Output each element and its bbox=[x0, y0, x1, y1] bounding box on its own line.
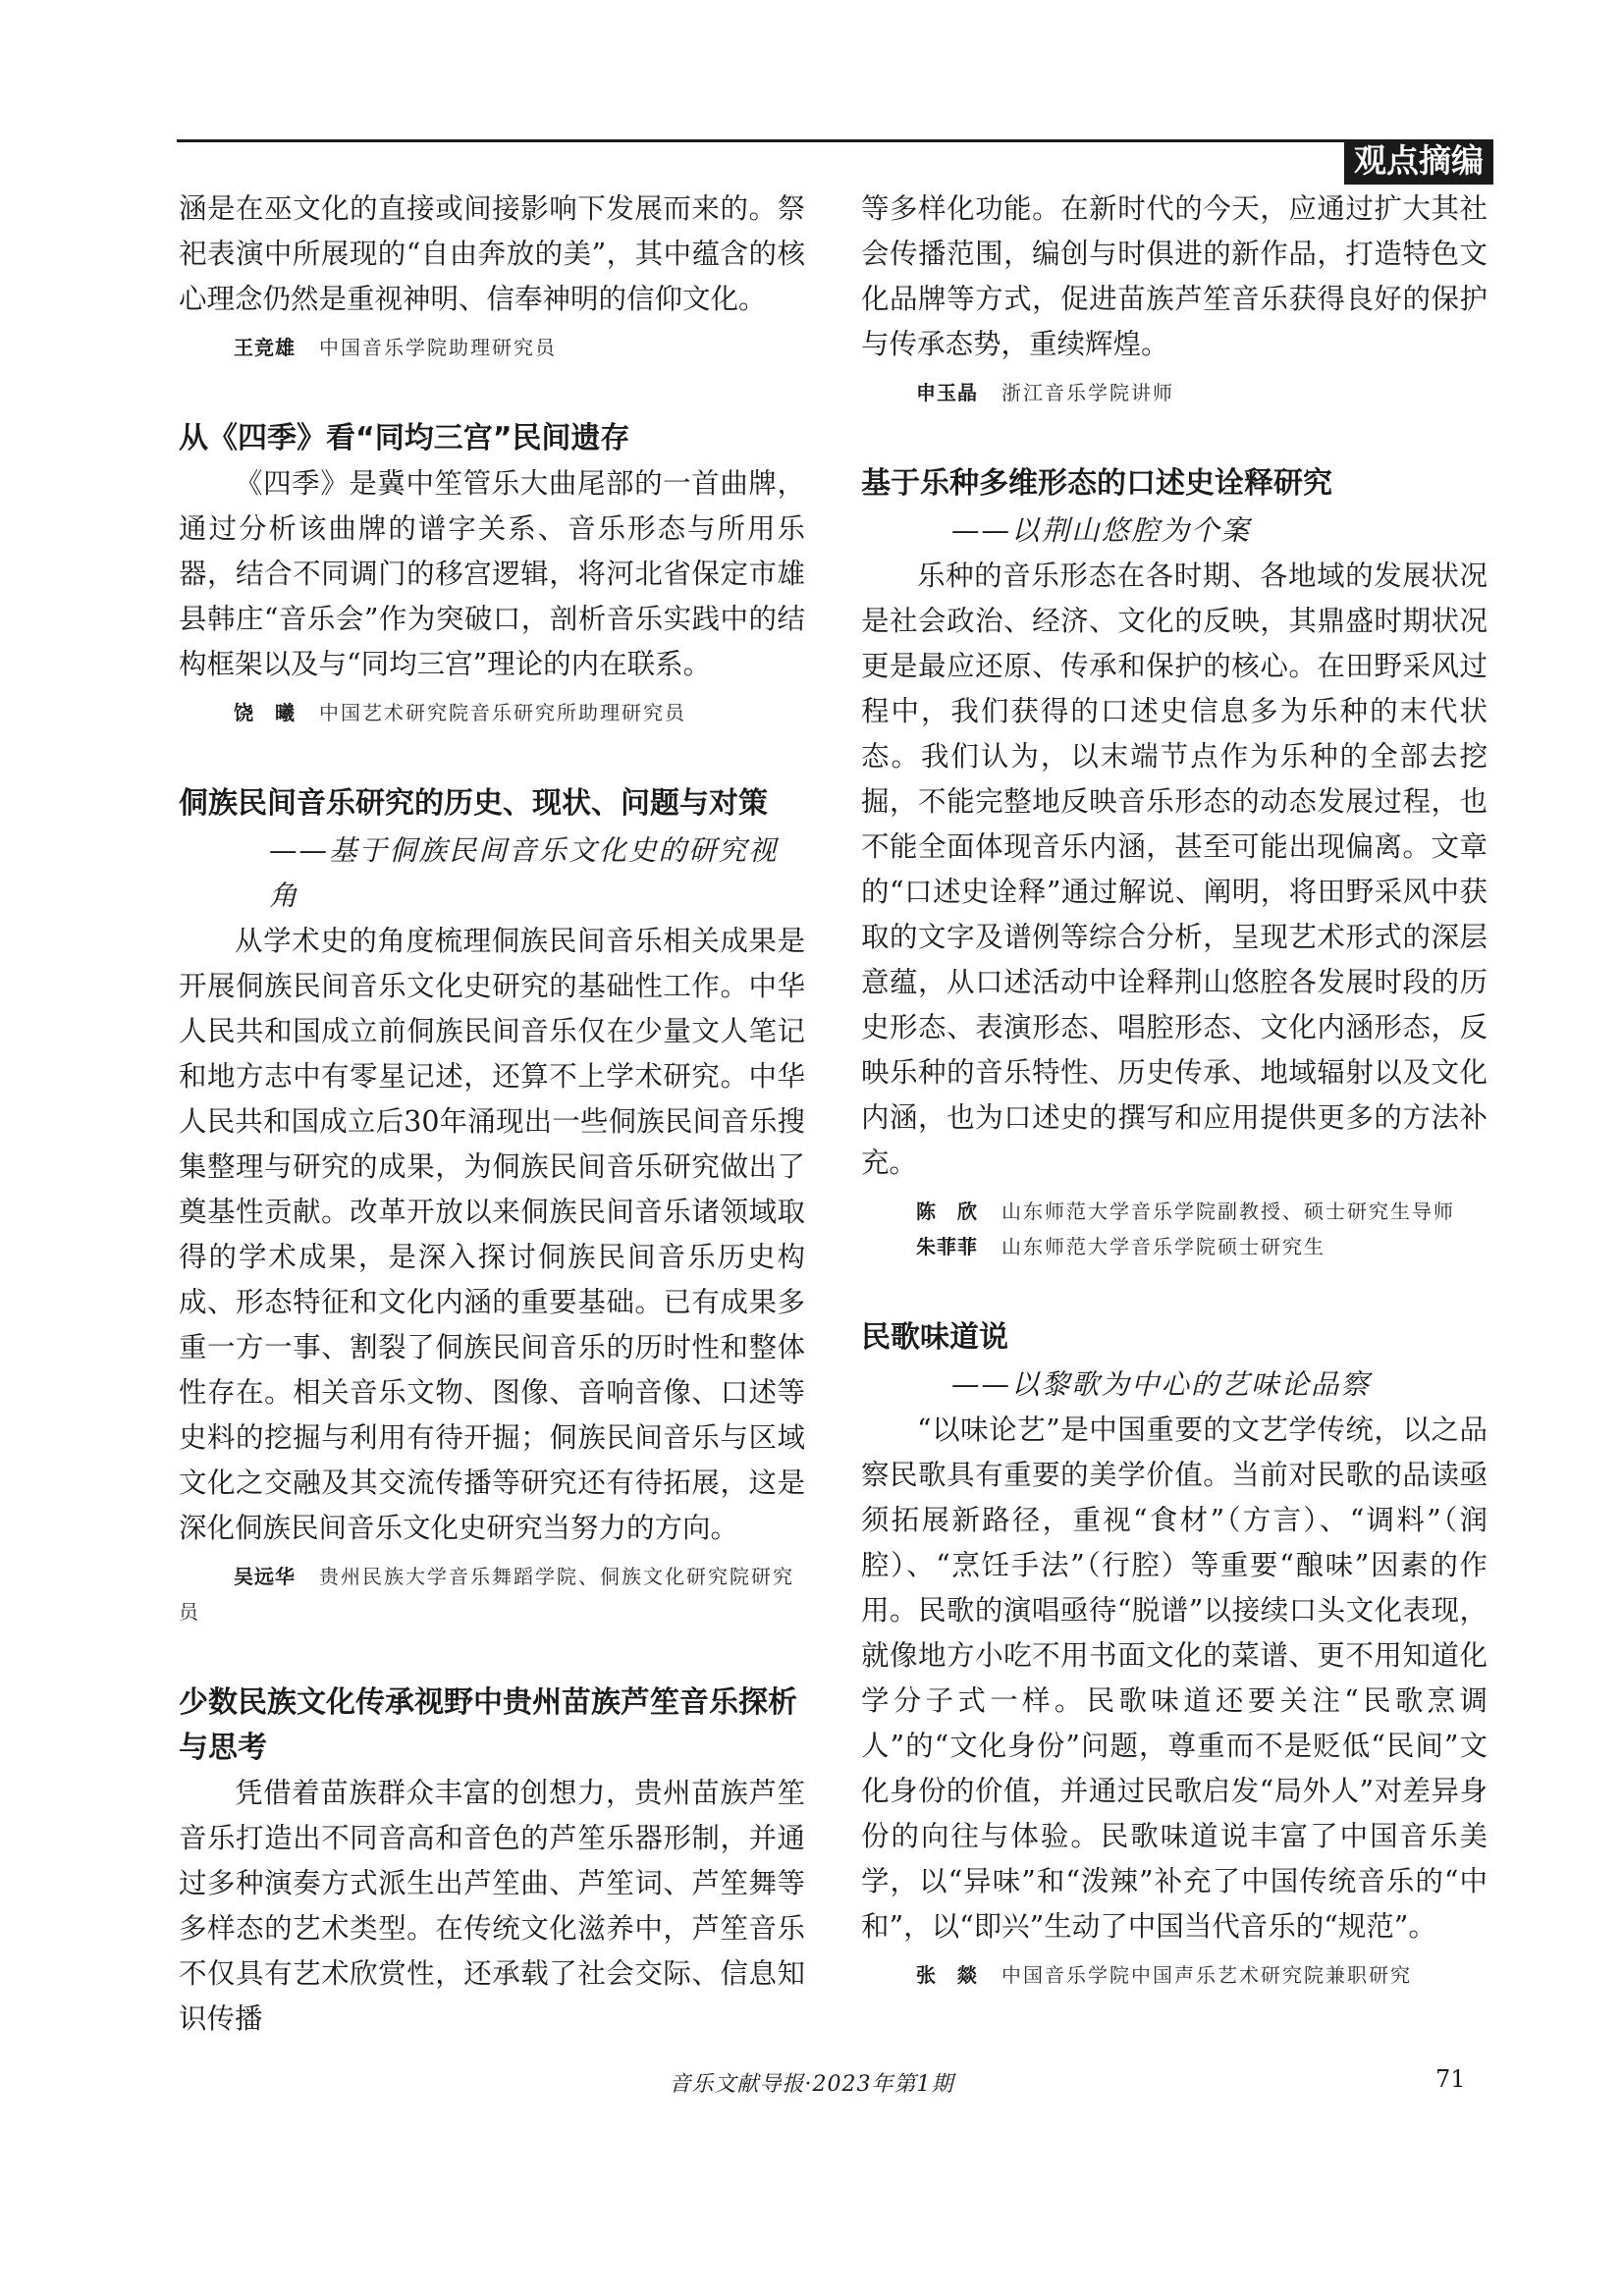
author-line bbox=[179, 330, 805, 365]
author-affiliation: 浙江音乐学院讲师 bbox=[1001, 381, 1174, 404]
author-line bbox=[179, 695, 805, 730]
author-affiliation: 山东师范大学音乐学院硕士研究生 bbox=[1001, 1235, 1325, 1258]
author-name: 张 燚 bbox=[916, 1963, 978, 1987]
author-name: 陈 欣 bbox=[916, 1200, 978, 1223]
continued-text: 涵是在巫文化的直接或间接影响下发展而来的。祭祀表演中所展现的“自由奔放的美”，其中蕴含的核心理念仍然是重视神明、信奉神明的信仰文化。 bbox=[179, 192, 805, 315]
article-title: 从《四季》看“同均三宫”民间遗存 bbox=[179, 421, 630, 455]
author-line bbox=[179, 1559, 805, 1629]
article-title: 民歌味道说 bbox=[861, 1320, 1008, 1355]
article-block bbox=[179, 416, 805, 730]
article-subtitle: ——以黎歌为中心的艺味论品察 bbox=[951, 1368, 1372, 1401]
author-affiliation: 贵州民族大学音乐舞蹈学院、侗族文化研究院研究员 bbox=[179, 1565, 794, 1624]
author-name: 王竞雄 bbox=[234, 336, 296, 359]
author-name: 饶 曦 bbox=[234, 701, 296, 724]
author-line bbox=[861, 1229, 1488, 1264]
article-block bbox=[179, 1681, 805, 2042]
article-body: 从学术史的角度梳理侗族民间音乐相关成果是开展侗族民间音乐文化史研究的基础性工作。中华人民共和国成立前侗族民间音乐仅在少量文人笔记和地方志中有零星记述，还算不上学术研究。中华人民共和国成立后30年涌现出一些侗族民间音乐搜集整理与研究的成果，为侗族民间音乐研究做出了奠基性贡献。改革开放以来侗族民间音乐诸领域取得的学术成果，是深入探讨侗族民间音乐历史构成、形态特征和文化内涵的重要基础。已有成果多重一方一事、割裂了侗族民间音乐的历时性和整体性存在。相关音乐文物、图像、音响音像、口述等史料的挖掘与利用有待开掘；侗族民间音乐与区域文化之交融及其交流传播等研究还有待拓展，这是深化侗族民间音乐文化史研究当努力的方向。 bbox=[179, 925, 805, 1544]
continued-text: 等多样化功能。在新时代的今天，应通过扩大其社会传播范围，编创与时俱进的新作品，打造特色文化品牌等方式，促进苗族芦笙音乐获得良好的保护与传承态势，重续辉煌。 bbox=[861, 192, 1488, 360]
article-subtitle: ——基于侗族民间音乐文化史的研究视角 bbox=[269, 834, 779, 912]
author-line bbox=[861, 1957, 1488, 1993]
article-body: 《四季》是冀中笙管乐大曲尾部的一首曲牌，通过分析该曲牌的谱字关系、音乐形态与所用乐器，结合不同调门的移宫逻辑，将河北省保定市雄县韩庄“音乐会”作为突破口，剖析音乐实践中的结构框架以及与“同均三宫”理论的内在联系。 bbox=[179, 467, 805, 680]
page-number: 71 bbox=[1435, 2065, 1466, 2093]
author-line bbox=[861, 1194, 1488, 1229]
article-title: 侗族民间音乐研究的历史、现状、问题与对策 bbox=[179, 786, 768, 821]
section-tab: 观点摘编 bbox=[1344, 139, 1493, 185]
left-column bbox=[179, 187, 805, 2042]
author-affiliation: 中国艺术研究院音乐研究所助理研究员 bbox=[319, 701, 686, 724]
article-block bbox=[179, 781, 805, 1629]
author-affiliation: 中国音乐学院助理研究员 bbox=[319, 336, 557, 359]
article-title: 少数民族文化传承视野中贵州苗族芦笙音乐探析与思考 bbox=[179, 1685, 797, 1765]
article-body: 乐种的音乐形态在各时期、各地域的发展状况是社会政治、经济、文化的反映，其鼎盛时期状况更是最应还原、传承和保护的核心。在田野采风过程中，我们获得的口述史信息多为乐种的末代状态。我们认为，以末端节点作为乐种的全部去挖掘，不能完整地反映音乐形态的动态发展过程，也不能全面体现音乐内涵，甚至可能出现偏离。文章的“口述史诠释”通过解说、阐明，将田野采风中获取的文字及谱例等综合分析，呈现艺术形式的深层意蕴，从口述活动中诠释荆山悠腔各发展时段的历史形态、表演形态、唱腔形态、文化内涵形态，反映乐种的音乐特性、历史传承、地域辐射以及文化内涵，也为口述史的撰写和应用提供更多的方法补充。 bbox=[861, 560, 1488, 1179]
author-line bbox=[861, 375, 1488, 410]
article-body: “以味论艺”是中国重要的文艺学传统，以之品察民歌具有重要的美学价值。当前对民歌的品读亟须拓展新路径，重视“食材”（方言）、“调料”（润腔）、“烹饪手法”（行腔）等重要“酿味”因素的作用。民歌的演唱亟待“脱谱”以接续口头文化表现，就像地方小吃不用书面文化的菜谱、更不用知道化学分子式一样。民歌味道还要关注“民歌烹调人”的“文化身份”问题，尊重而不是贬低“民间”文化身份的价值，并通过民歌启发“局外人”对差异身份的向往与体验。民歌味道说丰富了中国音乐美学，以“异味”和“泼辣”补充了中国传统音乐的“中和”，以“即兴”生动了中国当代音乐的“规范”。 bbox=[861, 1414, 1488, 1943]
article-block bbox=[861, 1315, 1488, 1993]
article-subtitle: ——以荆山悠腔为个案 bbox=[951, 514, 1252, 547]
author-name: 朱菲菲 bbox=[916, 1235, 978, 1258]
author-affiliation: 山东师范大学音乐学院副教授、硕士研究生导师 bbox=[1001, 1200, 1455, 1223]
author-name: 吴远华 bbox=[234, 1565, 296, 1588]
author-affiliation: 中国音乐学院中国声乐艺术研究院兼职研究 bbox=[1001, 1963, 1412, 1987]
article-block bbox=[861, 461, 1488, 1264]
header-rule bbox=[177, 139, 1492, 142]
author-name: 申玉晶 bbox=[916, 381, 978, 404]
footer-journal-name: 音乐文献导报·2023年第1期 bbox=[669, 2072, 954, 2097]
article-title: 基于乐种多维形态的口述史诠释研究 bbox=[861, 466, 1332, 501]
right-column bbox=[861, 187, 1488, 1993]
article-body: 凭借着苗族群众丰富的创想力，贵州苗族芦笙音乐打造出不同音高和音色的芦笙乐器形制，并通过多种演奏方式派生出芦笙曲、芦笙词、芦笙舞等多样态的艺术类型。在传统文化滋养中，芦笙音乐不仅具有艺术欣赏性，还承载了社会交际、信息知识传播 bbox=[179, 1777, 805, 2035]
